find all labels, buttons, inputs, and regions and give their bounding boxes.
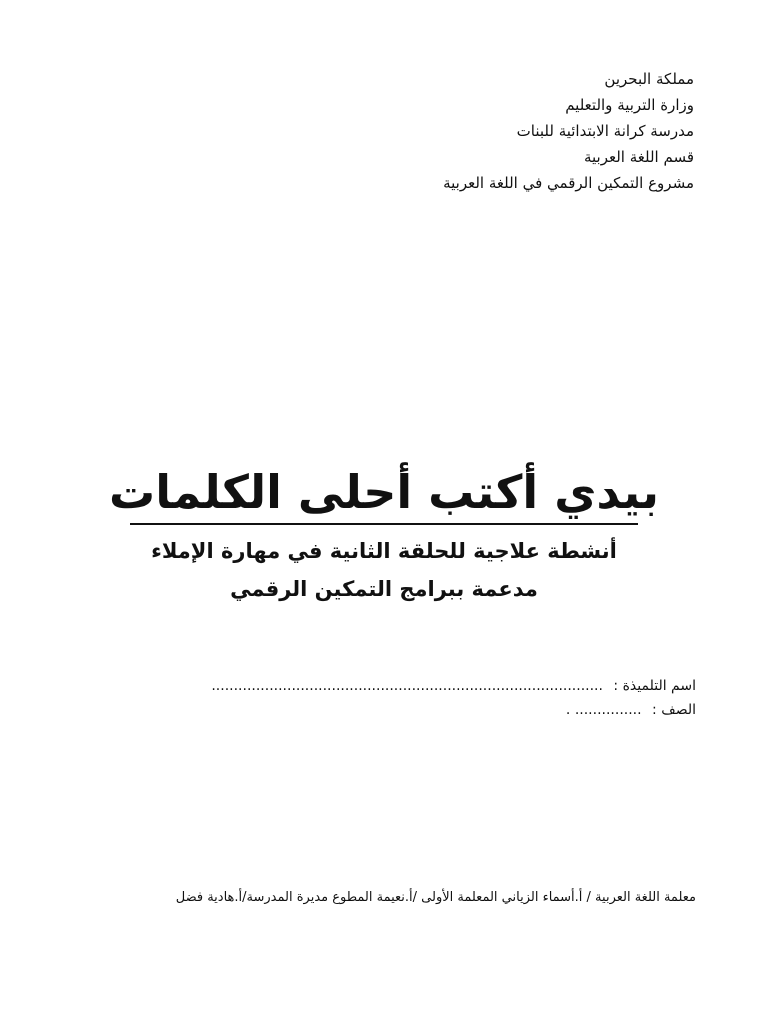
student-name-blank: ........................................................................................ bbox=[211, 678, 603, 694]
class-blank: ............... . bbox=[565, 702, 642, 718]
class-label: الصف : bbox=[652, 702, 696, 718]
subtitle-line-1: أنشطة علاجية للحلقة الثانية في مهارة الإملاء bbox=[151, 539, 617, 563]
title-underline bbox=[130, 523, 638, 525]
header-line-department: قسم اللغة العربية bbox=[583, 148, 694, 166]
header-line-kingdom: مملكة البحرين bbox=[604, 70, 694, 88]
header-line-school: مدرسة كرانة الابتدائية للبنات bbox=[516, 122, 694, 140]
student-name-row bbox=[136, 674, 696, 698]
header-line-project: مشروع التمكين الرقمي في اللغة العربية bbox=[443, 174, 694, 192]
subtitle-line-2: مدعمة ببرامج التمكين الرقمي bbox=[230, 577, 538, 601]
footer-credits: معلمة اللغة العربية / أ.أسماء الزياني المعلمة الأولى /أ.نعيمة المطوع مديرة المدرسة/أ.هادية فضل bbox=[175, 890, 696, 905]
document-title: بيدي أكتب أحلى الكلمات bbox=[109, 465, 659, 519]
class-row bbox=[136, 698, 696, 722]
header-line-ministry: وزارة التربية والتعليم bbox=[565, 96, 694, 114]
student-name-label: اسم التلميذة : bbox=[613, 678, 696, 694]
header-block bbox=[274, 66, 694, 196]
student-fields bbox=[136, 674, 696, 722]
